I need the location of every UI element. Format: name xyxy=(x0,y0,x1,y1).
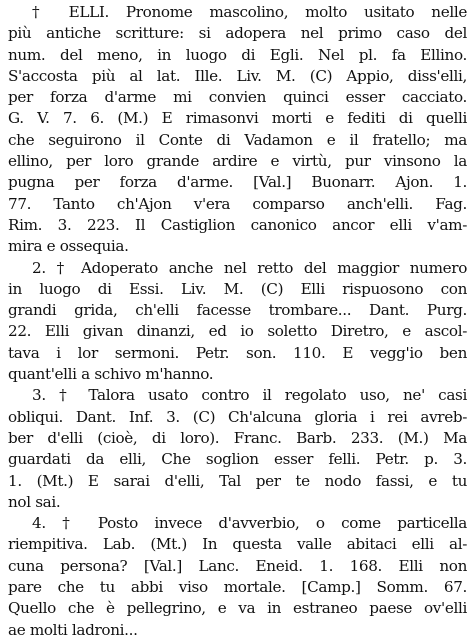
sense-4-line: Quello che è pellegrino, e va in estraneo paese ov'elli xyxy=(8,599,467,618)
entry-line: per forza d'arme mi convien quinci esser cacciato. xyxy=(8,88,467,107)
entry-line: † ELLI. Pronome mascolino, molto usitato nelle xyxy=(32,3,467,21)
sense-3-line: obliqui. Dant. Inf. 3. (C) Ch'alcuna gloria i rei avreb- xyxy=(8,407,467,426)
sense-3-line: nol sai. xyxy=(8,492,61,511)
sense-2-line: 2. † Adoperato anche nel retto del maggior numero xyxy=(32,258,467,277)
sense-2-line: in luogo di Essi. Liv. M. (C) Elli rispuosono con xyxy=(8,279,467,298)
sense-3-line: 1. (Mt.) E sarai d'elli, Tal per te nodo fassi, e tu xyxy=(8,471,467,490)
sense-2-line: grandi grida, ch'elli facesse trombare... Dant. Purg. xyxy=(8,301,467,320)
entry-line: num. del meno, in luogo di Egli. Nel pl. fa Ellino. xyxy=(8,45,467,64)
entry-line: G. V. 7. 6. (M.) E rimasonvi morti e fediti di quelli xyxy=(8,109,467,128)
entry-line: 77. Tanto ch'Ajon v'era comparso anch'elli. Fag. xyxy=(8,194,467,213)
entry-line: più antiche scritture: si adopera nel primo caso del xyxy=(8,24,467,43)
entry-line: mira e ossequia. xyxy=(8,237,129,256)
sense-2-line: quant'elli a schivo m'hanno. xyxy=(8,365,214,384)
entry-line: pugna per forza d'arme. [Val.] Buonarr. Ajon. 1. xyxy=(8,173,467,192)
entry-line: Rim. 3. 223. Il Castiglion canonico ancor elli v'am- xyxy=(8,215,467,234)
sense-4-line: pare che tu abbi viso mortale. [Camp.] Somm. 67. xyxy=(8,578,467,597)
sense-4-line: ae molti ladroni... xyxy=(8,620,138,639)
entry-line: S'accosta più al lat. Ille. Liv. M. (C) Appio, diss'elli, xyxy=(8,66,467,85)
sense-2-line: tava i lor sermoni. Petr. son. 110. E vegg'io ben xyxy=(8,343,467,362)
sense-4-line: cuna persona? [Val.] Lanc. Eneid. 1. 168. Elli non xyxy=(8,556,467,575)
entry-line: che seguirono il Conte di Vadamon e il fratello; ma xyxy=(8,130,467,149)
sense-2-line: 22. Elli givan dinanzi, ed io soletto Diretro, e ascol- xyxy=(8,322,467,341)
sense-3-line: 3. † Talora usato contro il regolato uso, ne' casi xyxy=(32,386,467,405)
sense-4-line: riempitiva. Lab. (Mt.) In questa valle abitaci elli al- xyxy=(8,535,467,554)
sense-3-line: guardati da elli, Che soglion esser felli. Petr. p. 3. xyxy=(8,450,467,469)
sense-3-line: ber d'elli (cioè, di loro). Franc. Barb. 233. (M.) Ma xyxy=(8,428,467,447)
entry-line: ellino, per loro grande ardire e virtù, pur vinsono la xyxy=(8,152,467,171)
sense-4-line: 4. † Posto invece d'avverbio, o come particella xyxy=(32,514,467,533)
